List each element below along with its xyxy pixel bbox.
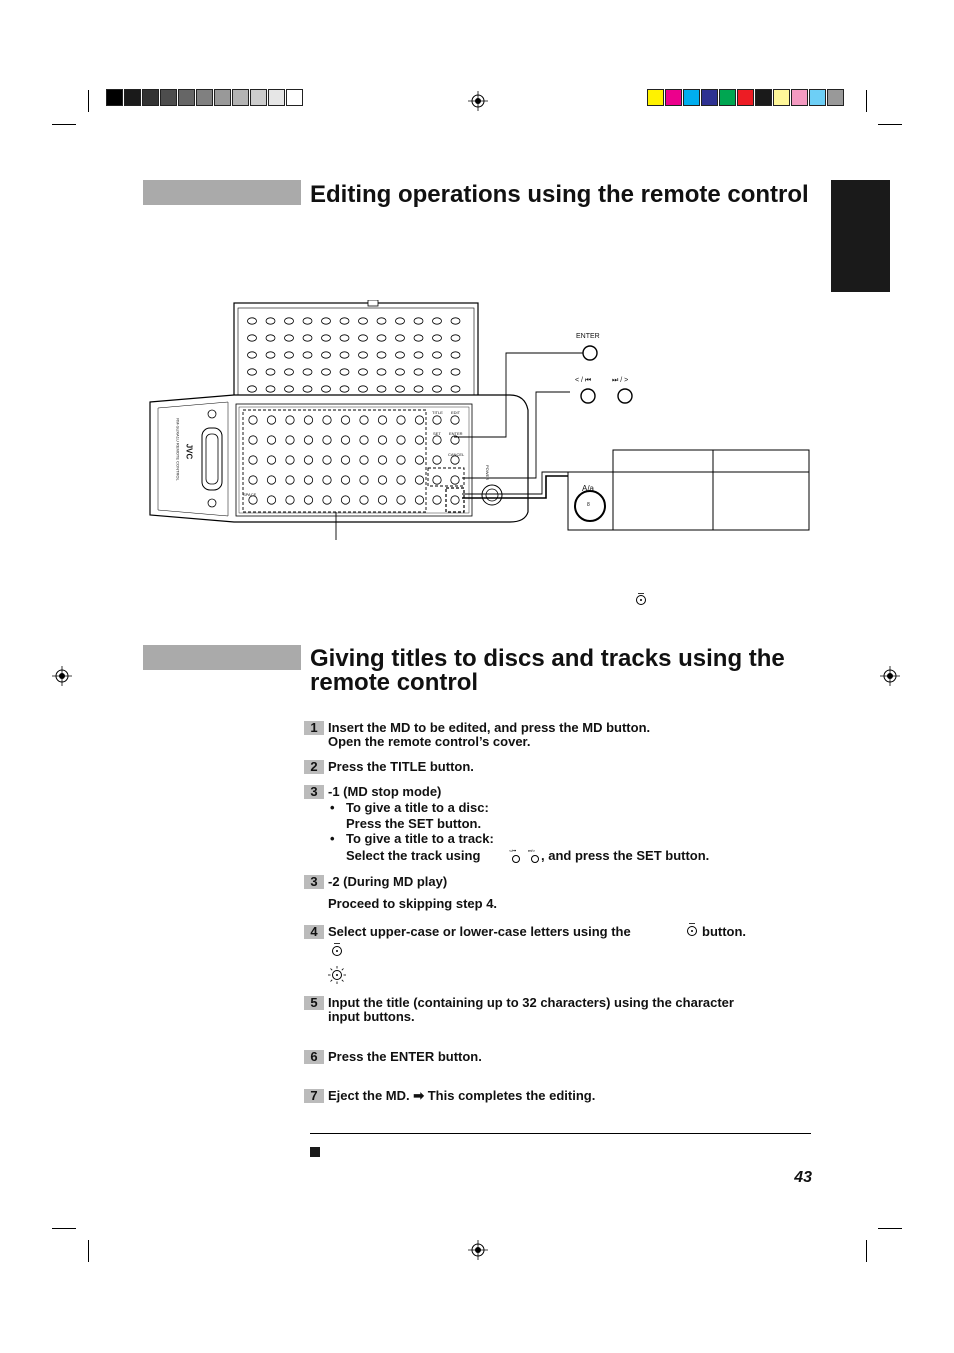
step-text: Insert the MD to be edited, and press the MD button.	[328, 720, 651, 735]
bullet-head: To give a title to a disc:	[346, 800, 489, 815]
page-number: 43	[794, 1169, 812, 1186]
cancel-btn-label: CANCEL	[448, 452, 465, 457]
crop-mark	[52, 124, 76, 125]
language-tab	[831, 180, 890, 292]
case-toggle-icon	[685, 922, 699, 938]
svg-text:</⏮: </⏮	[509, 848, 517, 853]
step-number: 4	[304, 925, 324, 939]
step-number: 2	[304, 760, 324, 774]
step-number: 1	[304, 721, 324, 735]
registration-mark-icon	[468, 1240, 488, 1260]
case-toggle-icon	[634, 592, 648, 606]
step-text: Press the ENTER button.	[328, 1049, 482, 1064]
step-number: 7	[304, 1089, 324, 1103]
case-toggle-icon	[330, 942, 344, 958]
skip-buttons-icon	[508, 847, 544, 865]
registration-mark-icon	[52, 666, 72, 686]
space-btn-label: SPACE	[243, 492, 257, 497]
step-text: -2 (During MD play)	[328, 874, 448, 889]
enter-btn-label: ENTER	[449, 431, 463, 436]
step-number: 3	[304, 785, 324, 799]
registration-mark-icon	[468, 91, 488, 111]
crop-mark	[878, 1228, 902, 1229]
step-number: 5	[304, 996, 324, 1010]
step-number: 3	[304, 875, 324, 889]
remote-control-diagram	[140, 300, 820, 550]
case-button-sub: 8	[587, 502, 590, 508]
crop-mark	[88, 90, 89, 112]
crop-mark	[878, 124, 902, 125]
svg-text:⏭/>: ⏭/>	[528, 848, 536, 853]
crop-mark	[88, 1240, 89, 1262]
step-text: Press the TITLE button.	[328, 759, 474, 774]
step-text: Open the remote control’s cover.	[328, 734, 531, 749]
bullet-body: Press the SET button.	[346, 816, 482, 831]
section-title-titles: Giving titles to discs and tracks using the remote control	[310, 645, 785, 696]
section-title-editing: Editing operations using the remote control	[310, 181, 809, 208]
bullet: •	[330, 800, 335, 815]
case-toggle-lit-icon	[327, 965, 347, 985]
crop-mark	[866, 1240, 867, 1262]
bullet-body: , and press the SET button.	[541, 848, 710, 863]
set-btn-label: SET	[433, 431, 441, 436]
case-button-label: A/a	[582, 484, 595, 493]
model-label: RM-SUXA1U REMOTE CONTROL	[175, 418, 181, 481]
bullet: •	[330, 831, 335, 846]
next-label: ⏭ / >	[612, 377, 629, 384]
edit-btn-label: EDIT	[451, 410, 461, 415]
crop-mark	[52, 1228, 76, 1229]
bullet-body: Select the track using	[346, 848, 481, 863]
prev-label: < / ⏮	[575, 377, 592, 384]
step-text: Eject the MD. ➡ This completes the editing.	[328, 1088, 596, 1103]
brand-logo: JVC	[184, 443, 194, 460]
divider	[310, 1133, 811, 1134]
step-text: Proceed to skipping step 4.	[328, 896, 498, 911]
title-btn-label: TITLE	[432, 410, 443, 415]
power-btn-label: POWER	[485, 464, 491, 481]
step-text: input buttons.	[328, 1009, 415, 1024]
enter-label: ENTER	[576, 333, 600, 340]
step-text: Input the title (containing up to 32 characters) using the character	[328, 995, 734, 1010]
step-text: Select upper-case or lower-case letters using the	[328, 924, 631, 939]
crop-mark	[866, 90, 867, 112]
step-text: button.	[702, 924, 747, 939]
bullet-head: To give a title to a track:	[346, 831, 494, 846]
section-bar	[143, 180, 301, 205]
section-bar	[143, 645, 301, 670]
note-square-icon	[310, 1147, 320, 1157]
step-text: -1 (MD stop mode)	[328, 784, 442, 799]
step-number: 6	[304, 1050, 324, 1064]
registration-mark-icon	[880, 666, 900, 686]
